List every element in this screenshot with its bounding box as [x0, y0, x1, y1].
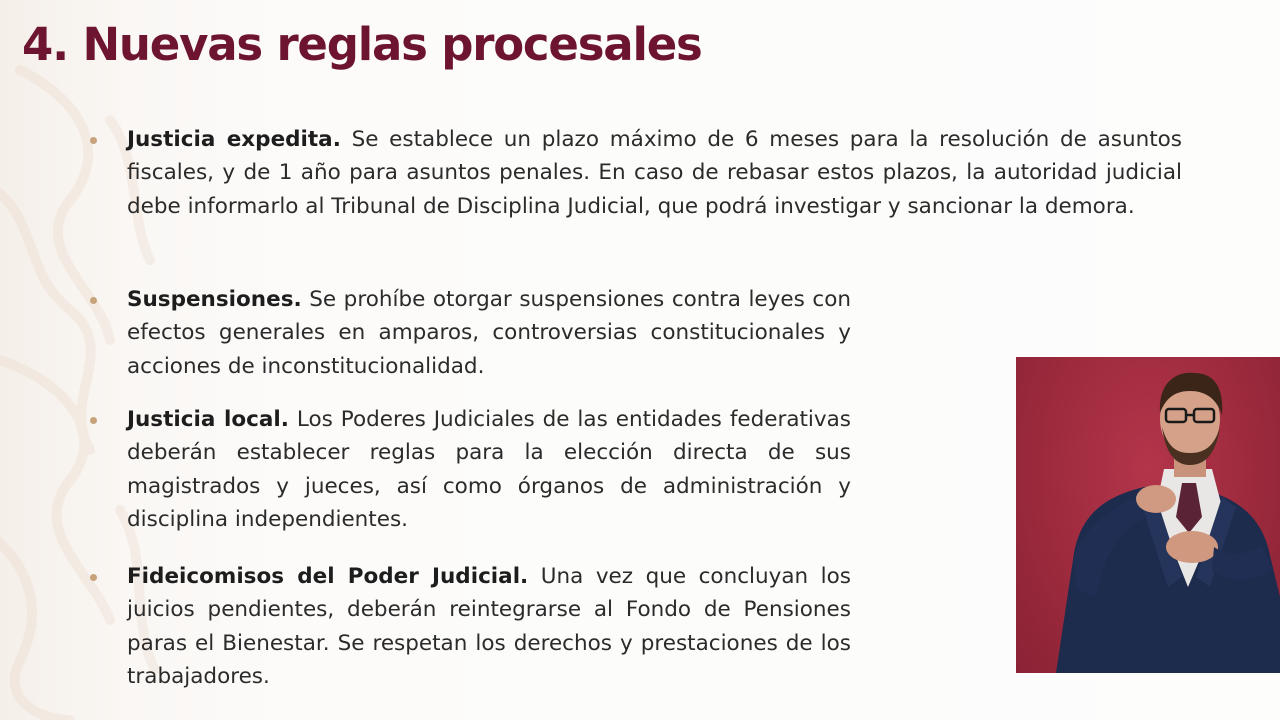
bullet-dot-icon	[90, 137, 97, 144]
bullet-dot-icon	[90, 574, 97, 581]
bullet-term: Suspensiones.	[127, 287, 302, 312]
bullet-term: Justicia local.	[127, 407, 289, 432]
bullet-body: Los Poderes Judiciales de las entidades federativas deberán establecer reglas para la elección directa de sus magistrados y jueces, así como órganos de administración y disciplina independientes.	[127, 407, 852, 532]
bullet-text	[127, 123, 1182, 223]
bullet-body: Se prohíbe otorgar suspensiones contra leyes con efectos generales en amparos, controversias constitucionales y acciones de inconstitucionalidad.	[127, 287, 851, 379]
interpreter-figure	[1016, 357, 1280, 673]
bullet-text	[127, 403, 851, 536]
bullet-dot-icon	[90, 297, 97, 304]
bullet-dot-icon	[90, 417, 97, 424]
sign-language-interpreter-video	[1016, 357, 1280, 673]
bullet-term: Fideicomisos del Poder Judicial.	[127, 564, 529, 589]
bullet-body: Se establece un plazo máximo de 6 meses para la resolución de asuntos fiscales, y de 1 año para asuntos penales. En caso de rebasar estos plazos, la autoridad judicial debe informarlo al Tribunal de Disciplina Judicial, que podrá investigar y sancionar la demora.	[127, 127, 1182, 219]
bullet-text	[127, 283, 851, 383]
bullet-text	[127, 560, 851, 693]
bullet-body: Una vez que concluyan los juicios pendientes, deberán reintegrarse al Fondo de Pensiones paras el Bienestar. Se respetan los derechos y prestaciones de los trabajadores.	[127, 564, 851, 689]
bullet-term: Justicia expedita.	[127, 127, 341, 152]
slide-title: 4. Nuevas reglas procesales	[22, 18, 702, 71]
